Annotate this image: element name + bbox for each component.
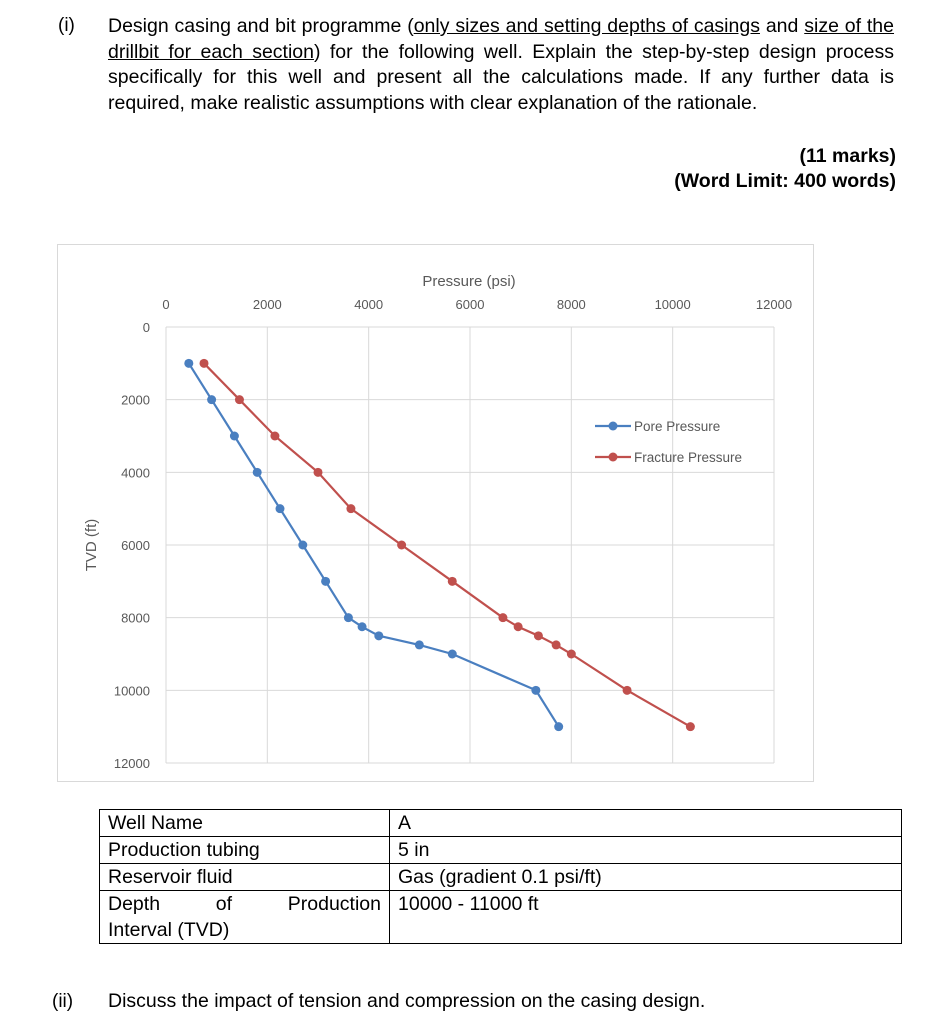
- x-tick-label: 10000: [654, 297, 691, 312]
- table-cell-label: Production tubing: [100, 837, 390, 864]
- table-cell-label-line1: Depth of Production: [108, 893, 381, 915]
- table-cell-value: A: [390, 810, 902, 837]
- table-cell-value: 5 in: [390, 837, 902, 864]
- fracture-pressure-point: [498, 613, 507, 622]
- y-tick-label: 2000: [121, 392, 150, 408]
- table-cell-label: [100, 891, 390, 944]
- y-tick-label: 10000: [113, 683, 150, 699]
- x-tick-labels: [162, 297, 792, 312]
- word-limit-label: (Word Limit: 400 words): [674, 170, 896, 192]
- pore-pressure-point: [374, 631, 383, 640]
- chart-grid: [166, 327, 774, 763]
- pore-pressure-legend-marker: [609, 422, 618, 431]
- table-row: [100, 837, 902, 864]
- pore-pressure-legend-label: Pore Pressure: [634, 419, 721, 434]
- table-row: [100, 810, 902, 837]
- pore-pressure-point: [344, 613, 353, 622]
- fracture-pressure-point: [623, 686, 632, 695]
- pore-pressure-point: [554, 722, 563, 731]
- fracture-pressure-point: [346, 504, 355, 513]
- chart-legend: [595, 419, 742, 465]
- x-tick-label: 2000: [252, 297, 282, 312]
- question-i-text: [108, 14, 894, 116]
- pore-pressure-point: [415, 640, 424, 649]
- y-axis-label: TVD (ft): [83, 518, 100, 572]
- fracture-pressure-point: [686, 722, 695, 731]
- pore-pressure-point: [230, 432, 239, 441]
- y-tick-label: 6000: [121, 538, 150, 553]
- pore-pressure-point: [531, 686, 540, 695]
- fracture-pressure-legend-label: Fracture Pressure: [634, 450, 743, 465]
- fracture-pressure-point: [397, 541, 406, 550]
- fracture-pressure-legend-marker: [609, 453, 618, 462]
- y-tick-label: 0: [142, 320, 150, 335]
- x-tick-label: 0: [162, 297, 170, 312]
- fracture-pressure-point: [448, 577, 457, 586]
- chart-svg: [58, 245, 815, 783]
- pore-pressure-point: [253, 468, 262, 477]
- x-tick-label: 12000: [755, 297, 793, 312]
- question-i-text-before: Design casing and bit programme (: [108, 15, 414, 37]
- question-i-text-mid: and: [759, 15, 805, 37]
- table-cell-value: 10000 - 11000 ft: [390, 891, 902, 944]
- question-i-number: (i): [58, 15, 75, 36]
- pore-pressure-point: [276, 504, 285, 513]
- table-row: [100, 891, 902, 944]
- pore-pressure-point: [298, 541, 307, 550]
- table-cell-label-line2: Interval (TVD): [108, 919, 230, 941]
- table-row: [100, 864, 902, 891]
- x-tick-label: 6000: [455, 297, 485, 312]
- question-i-underlined-2: size of the drillbit for each section: [108, 15, 895, 63]
- chart-title: Pressure (psi): [422, 273, 516, 290]
- fracture-pressure-point: [314, 468, 323, 477]
- table-cell-label: Well Name: [100, 810, 390, 837]
- x-tick-label: 8000: [556, 297, 586, 312]
- pore-pressure-point: [321, 577, 330, 586]
- pore-pressure-point: [184, 359, 193, 368]
- fracture-pressure-point: [235, 395, 244, 404]
- fracture-pressure-point: [270, 432, 279, 441]
- y-tick-label: 4000: [121, 465, 150, 481]
- fracture-pressure-point: [534, 631, 543, 640]
- x-tick-label: 4000: [354, 297, 384, 312]
- question-i-underlined-1: only sizes and setting depths of casings: [413, 15, 760, 37]
- table-cell-value: Gas (gradient 0.1 psi/ft): [390, 864, 902, 891]
- y-tick-labels: [114, 320, 150, 771]
- question-i-text-after: ) for the following well. Explain the step-by-step design process specifically for this well and present all the calculations made. If any further data is required, make realistic assumptions with clear explanation of the rationale.: [108, 40, 894, 114]
- fracture-pressure-point: [567, 650, 576, 659]
- marks-label: (11 marks): [799, 145, 896, 167]
- well-data-table: [99, 809, 902, 944]
- y-tick-label: 12000: [113, 756, 150, 771]
- fracture-pressure-point: [552, 640, 561, 649]
- fracture-pressure-point: [200, 359, 209, 368]
- pressure-depth-chart: [57, 244, 814, 782]
- question-ii-text: Discuss the impact of tension and compression on the casing design.: [108, 990, 706, 1012]
- pore-pressure-point: [207, 395, 216, 404]
- table-cell-label: Reservoir fluid: [100, 864, 390, 891]
- question-ii-number: (ii): [52, 991, 74, 1012]
- fracture-pressure-point: [514, 622, 523, 631]
- y-tick-label: 8000: [121, 610, 150, 626]
- pore-pressure-point: [358, 622, 367, 631]
- pore-pressure-point: [448, 650, 457, 659]
